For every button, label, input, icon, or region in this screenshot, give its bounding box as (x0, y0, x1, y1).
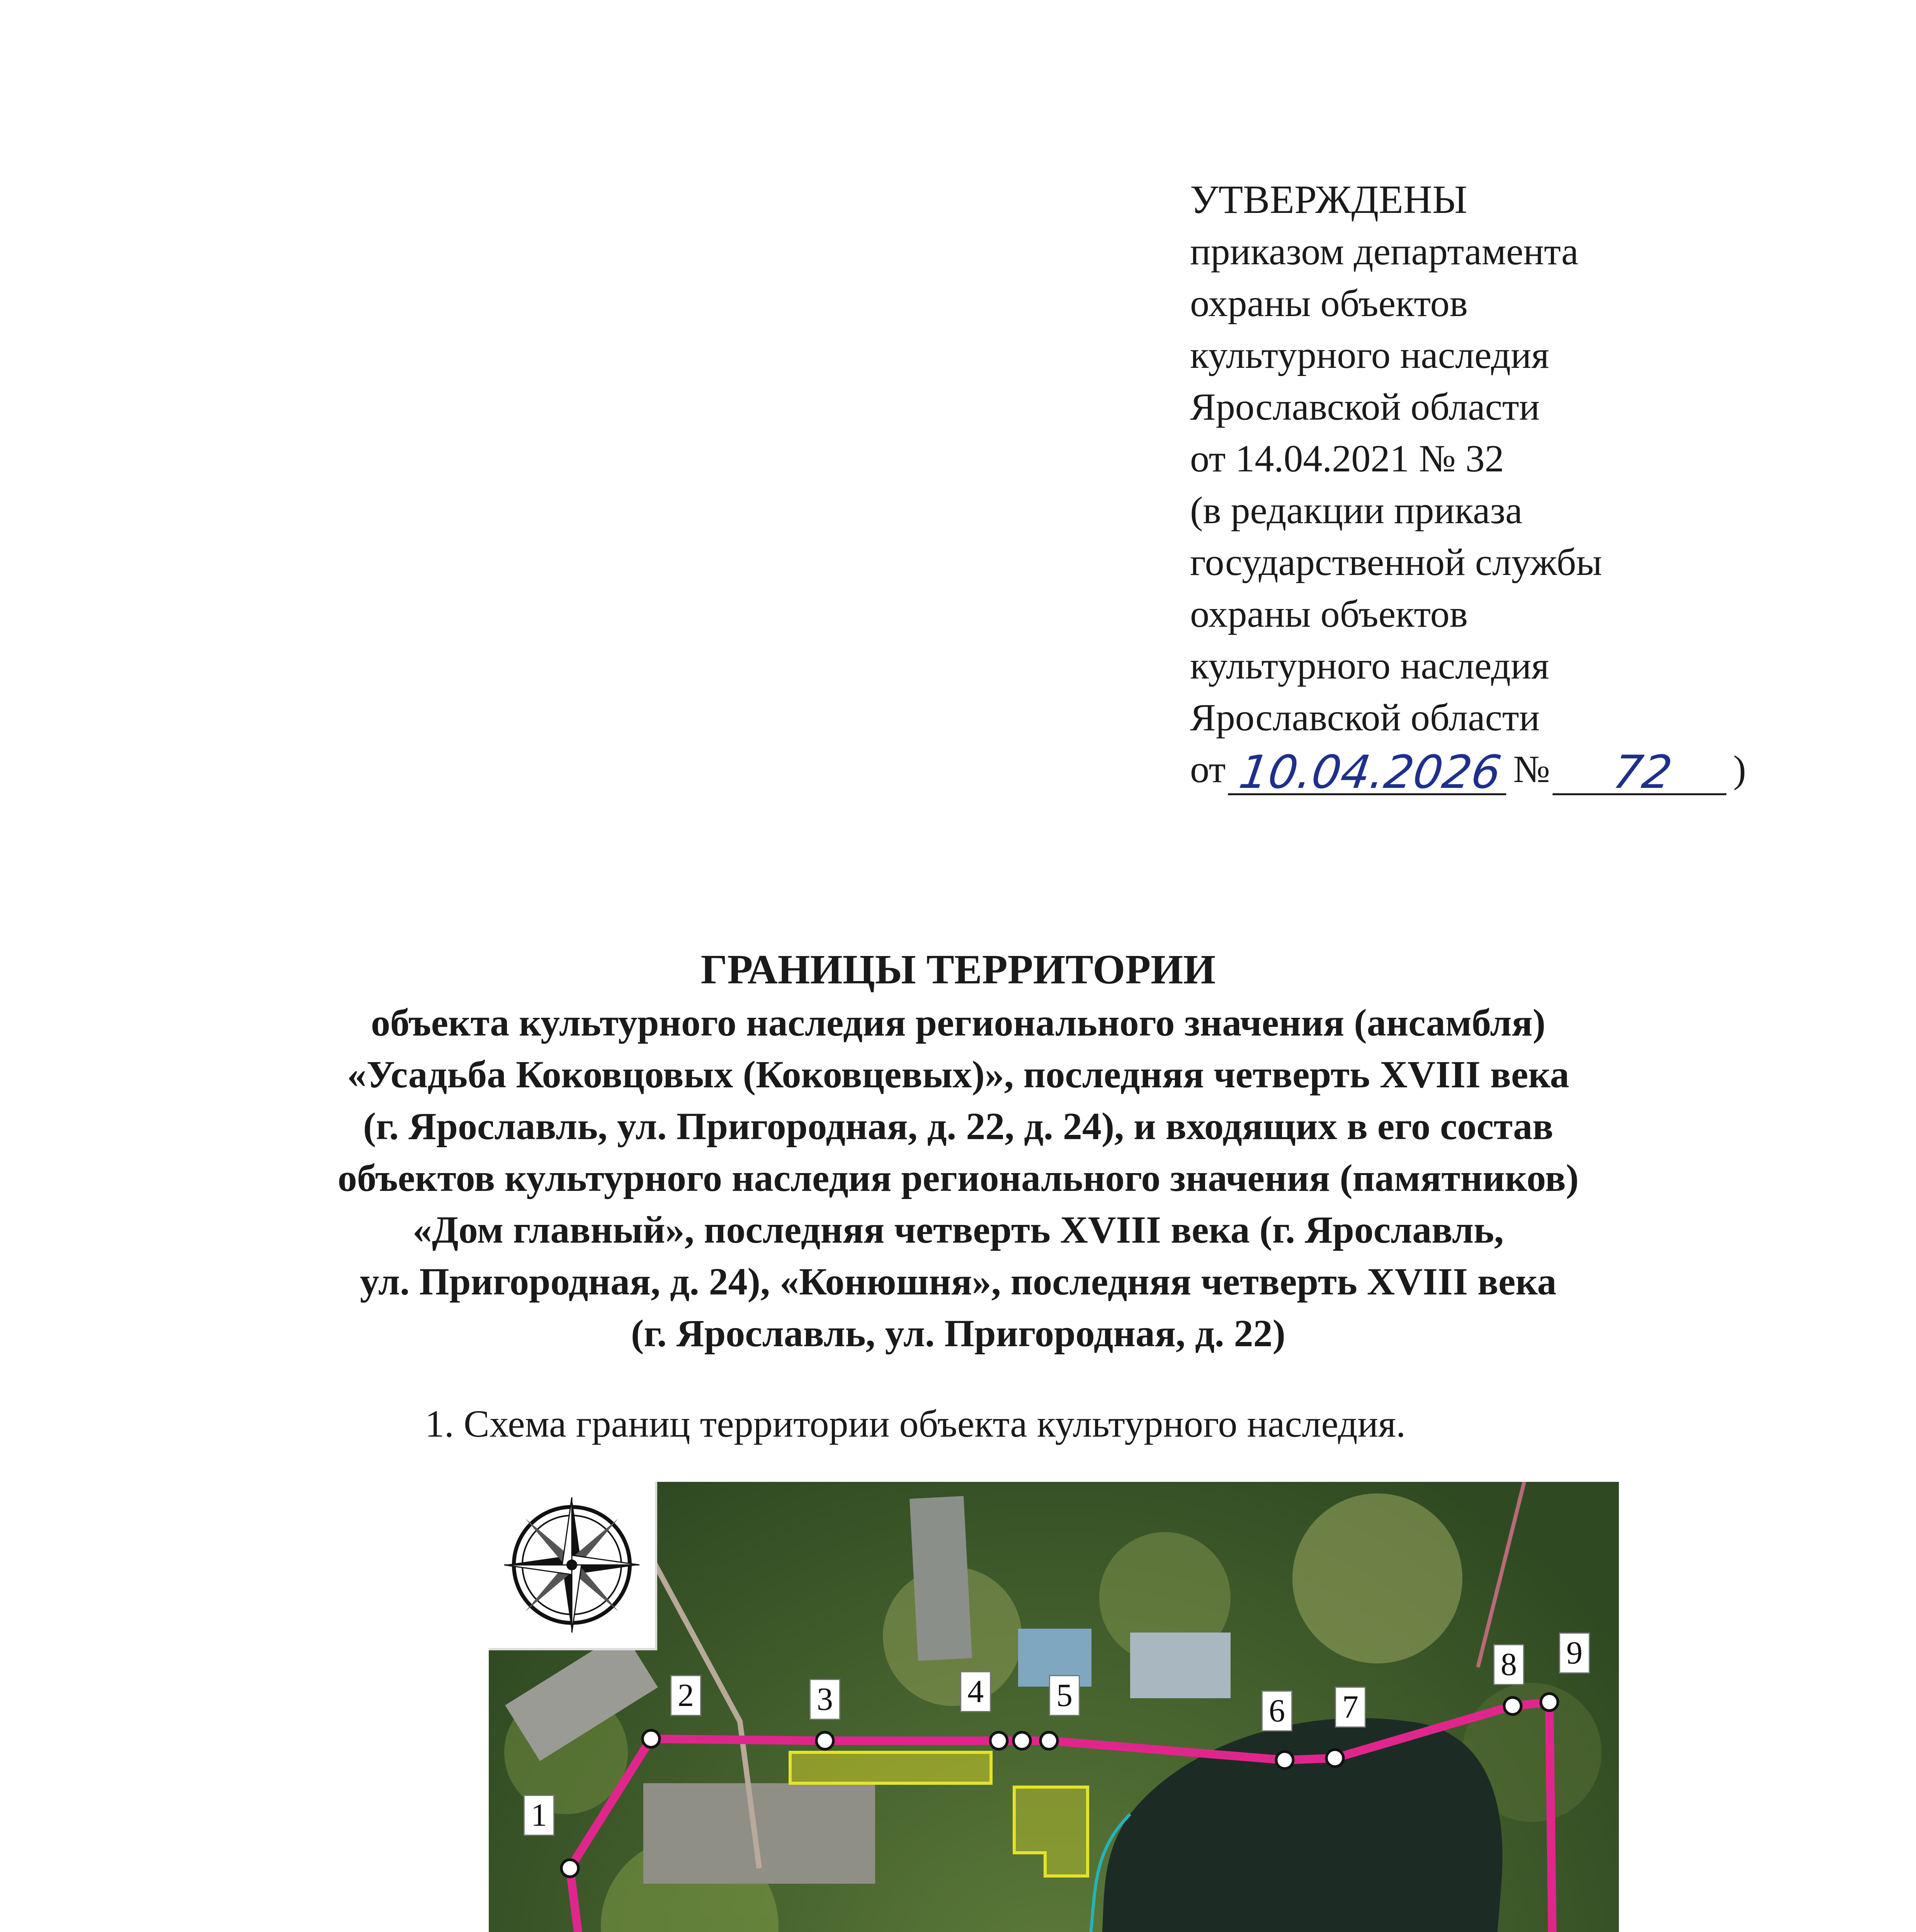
point-label: 5 (1049, 1675, 1080, 1716)
point-label: 9 (1559, 1633, 1590, 1673)
point-label: 1 (524, 1795, 554, 1836)
boundary-map (489, 1482, 1619, 1932)
point-label: 7 (1335, 1687, 1366, 1728)
from-prefix: от (1190, 748, 1226, 791)
approval-line: Ярославской области (1190, 385, 1540, 428)
approval-heading: УТВЕРЖДЕНЫ (1190, 177, 1467, 222)
object-stable (790, 1752, 991, 1783)
point-label: 2 (670, 1675, 701, 1716)
approval-line: государственной службы (1190, 541, 1602, 583)
section-heading: 1. Схема границ территории объекта культурного наследия. (425, 1402, 1406, 1445)
point-label: 3 (809, 1679, 840, 1720)
number-sign: № (1513, 748, 1550, 791)
approval-line: (в редакции приказа (1190, 489, 1523, 532)
approval-line: культурного наследия (1190, 644, 1549, 687)
compass-rose-icon (489, 1482, 657, 1650)
document-title (116, 943, 1800, 1359)
title-line: «Дом главный», последняя четверть XVIII века (г. Ярославль, (412, 1208, 1504, 1251)
point-label: 4 (960, 1671, 991, 1712)
title-line: ул. Пригородная, д. 24), «Конюшня», последняя четверть XVIII века (360, 1260, 1557, 1303)
approval-line: приказом департамента (1190, 230, 1579, 273)
title-line: (г. Ярославль, ул. Пригородная, д. 22, д. 24), и входящих в его состав (363, 1105, 1554, 1148)
title-line: «Усадьба Коковцовых (Коковцевых)», последняя четверть XVIII века (347, 1053, 1569, 1096)
closing-paren: ) (1733, 748, 1746, 791)
handwritten-date: 10.04.2026 (1228, 751, 1512, 795)
title-line: объектов культурного наследия регионального значения (памятников) (337, 1156, 1579, 1199)
approval-block (1190, 174, 1847, 799)
approval-line: охраны объектов (1190, 282, 1468, 325)
point-label: 6 (1261, 1690, 1292, 1731)
title-line: (г. Ярославль, ул. Пригородная, д. 22) (631, 1312, 1285, 1355)
approval-signature-line (1190, 743, 1847, 799)
approval-line: охраны объектов (1190, 592, 1468, 635)
approval-line: Ярославской области (1190, 696, 1540, 739)
handwritten-number: 72 (1552, 751, 1732, 795)
point-label: 8 (1493, 1644, 1524, 1685)
approval-line: культурного наследия (1190, 333, 1549, 376)
approval-line: от 14.04.2021 № 32 (1190, 437, 1504, 480)
title-line: объекта культурного наследия регионального значения (ансамбля) (371, 1001, 1546, 1044)
title-main: ГРАНИЦЫ ТЕРРИТОРИИ (700, 947, 1216, 993)
